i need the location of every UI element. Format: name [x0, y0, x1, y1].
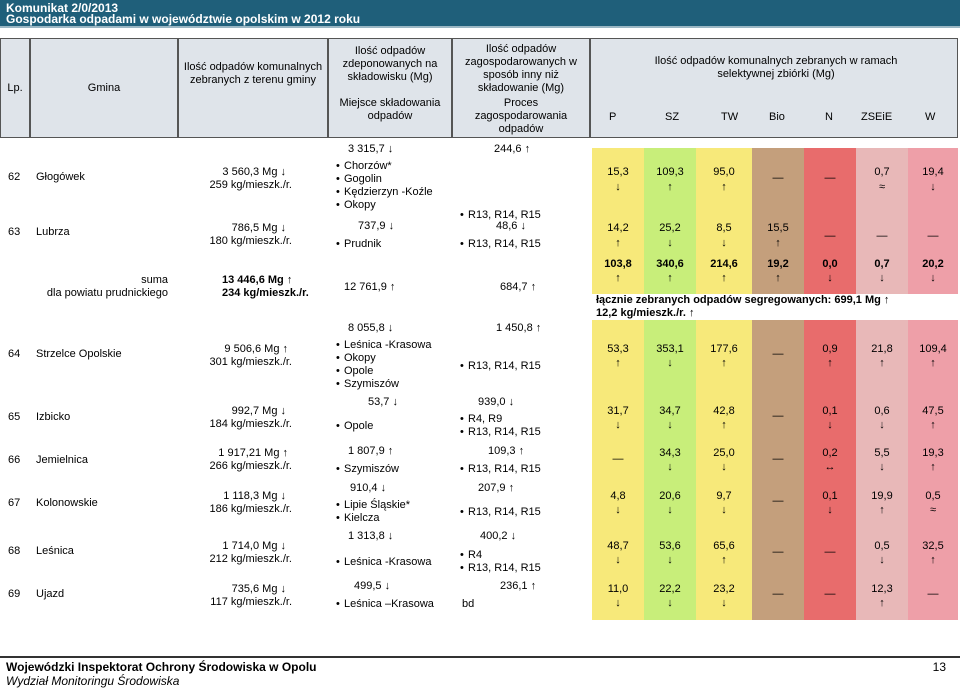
- trend-icon: ↓: [879, 419, 885, 431]
- cell-tw: 9,7: [716, 490, 732, 502]
- header-inny-label: Ilość odpadów zagospodarowanych w sposób inny niż składowanie (Mg): [465, 43, 577, 94]
- suma-deponowane: 12 761,9 ↑: [344, 281, 396, 293]
- row-gmina: Izbicko: [36, 411, 71, 423]
- fraction-p-label: P: [609, 111, 617, 123]
- cell-n: 0,0: [822, 258, 838, 270]
- row-ilosc-kg: 117 kg/mieszk./r.: [210, 596, 292, 608]
- row-miejsca-list: [336, 499, 410, 525]
- header-zdeponowane-label: Ilość odpadów zdeponowanych na składowisku (Mg): [342, 45, 438, 83]
- row-inny: 207,9 ↑: [478, 482, 515, 494]
- list-item: • Okopy: [336, 199, 433, 212]
- suma-ilosc-kg: 234 kg/mieszk./r.: [222, 287, 309, 299]
- cell-p: 48,7: [607, 540, 629, 552]
- trend-icon: ↓: [667, 461, 673, 473]
- trend-icon: ↓: [721, 597, 727, 609]
- row-ilosc-mg: 1 714,0 Mg ↓: [222, 540, 286, 552]
- trend-icon: ↓: [721, 237, 727, 249]
- cell-n: 0,2: [822, 447, 838, 459]
- trend-icon: ↑: [930, 357, 936, 369]
- cell-zseie: 12,3: [871, 583, 893, 595]
- list-item: • Kielcza: [336, 512, 410, 525]
- row-deponowane: 1 807,9 ↑: [348, 445, 394, 457]
- trend-icon: ↑: [827, 357, 833, 369]
- cell-sz: 353,1: [656, 343, 684, 355]
- row-deponowane: 1 313,8 ↓: [348, 530, 394, 542]
- list-item: • R4: [460, 549, 541, 562]
- title-band: [0, 0, 960, 26]
- row-ilosc-mg: 1 917,21 Mg ↑: [218, 447, 288, 459]
- cell-w: —: [927, 588, 939, 600]
- trend-icon: ↑: [930, 554, 936, 566]
- cell-bio: —: [772, 348, 784, 360]
- cell-n: —: [824, 546, 836, 558]
- cell-sz: 340,6: [656, 258, 684, 270]
- fraction-sz-label: SZ: [665, 111, 680, 123]
- trend-icon: ↑: [930, 419, 936, 431]
- fraction-bio-label: Bio: [769, 111, 785, 123]
- row-gmina: Strzelce Opolskie: [36, 348, 122, 360]
- list-item: • Chorzów*: [336, 160, 433, 173]
- list-item: • R13, R14, R15: [460, 238, 541, 251]
- trend-icon: ↓: [615, 554, 621, 566]
- row-ilosc-kg: 212 kg/mieszk./r.: [209, 553, 292, 565]
- cell-zseie: 0,5: [874, 540, 890, 552]
- cell-zseie: 0,6: [874, 405, 890, 417]
- row-deponowane: 499,5 ↓: [354, 580, 391, 592]
- cell-w: 109,4: [919, 343, 947, 355]
- trend-icon: ↓: [827, 419, 833, 431]
- cell-bio: —: [772, 588, 784, 600]
- trend-icon: ↑: [879, 597, 885, 609]
- row-miejsca-list: [336, 598, 434, 611]
- cell-w: 20,2: [922, 258, 944, 270]
- cell-tw: 8,5: [716, 222, 732, 234]
- page-number: 13: [932, 660, 946, 674]
- trend-icon: ↓: [827, 272, 833, 284]
- cell-zseie: —: [876, 230, 888, 242]
- trend-icon: ↑: [721, 272, 727, 284]
- row-ilosc-kg: 186 kg/mieszk./r.: [209, 503, 292, 515]
- header-inny: [452, 38, 590, 138]
- suma-ilosc-mg: 13 446,6 Mg ↑: [222, 274, 293, 286]
- cell-sz: 22,2: [659, 583, 681, 595]
- row-proces: bd: [462, 598, 475, 610]
- row-proces-list: [460, 238, 541, 251]
- trend-icon: ↓: [615, 597, 621, 609]
- cell-n: —: [824, 230, 836, 242]
- list-item: • Leśnica -Krasowa: [336, 556, 431, 569]
- row-proces-list: [460, 360, 541, 373]
- cell-p: —: [612, 453, 624, 465]
- cell-p: 31,7: [607, 405, 629, 417]
- header-ilosc-label: Ilość odpadów komunalnych zebranych z terenu gminy: [183, 61, 323, 86]
- row-lp: 68: [8, 545, 21, 557]
- journal-title: Komunikat 2/0/2013: [6, 1, 119, 15]
- trend-icon: ↓: [615, 181, 621, 193]
- cell-bio: —: [772, 546, 784, 558]
- cell-n: —: [824, 172, 836, 184]
- trend-icon: ≈: [878, 181, 886, 193]
- row-inny: 236,1 ↑: [500, 580, 537, 592]
- row-proces-list: [460, 549, 541, 575]
- list-item: • R13, R14, R15: [460, 506, 541, 519]
- trend-icon: ↓: [879, 272, 885, 284]
- cell-w: —: [927, 230, 939, 242]
- trend-icon: ↓: [879, 554, 885, 566]
- cell-sz: 53,6: [659, 540, 681, 552]
- footer-divider: [0, 656, 960, 658]
- cell-bio: —: [772, 172, 784, 184]
- row-lp: 65: [8, 411, 21, 423]
- cell-p: 11,0: [607, 583, 629, 595]
- list-item: • Leśnica -Krasowa: [336, 339, 431, 352]
- list-item: • Opole: [336, 420, 373, 433]
- title-divider: [0, 26, 960, 28]
- row-proces-list: [460, 463, 541, 476]
- trend-icon: ↑: [615, 272, 621, 284]
- row-deponowane: 737,9 ↓: [358, 220, 395, 232]
- row-deponowane: 3 315,7 ↓: [348, 143, 394, 155]
- cell-n: 0,1: [822, 405, 838, 417]
- row-ilosc-mg: 992,7 Mg ↓: [231, 405, 286, 417]
- list-item: • R13, R14, R15: [460, 463, 541, 476]
- cell-w: 47,5: [922, 405, 944, 417]
- header-zdeponowane: [328, 38, 452, 138]
- row-ilosc-mg: 1 118,3 Mg ↓: [223, 490, 286, 502]
- footer-dept: Wydział Monitoringu Środowiska: [6, 674, 180, 688]
- fraction-w-label: W: [925, 111, 936, 123]
- cell-p: 53,3: [607, 343, 629, 355]
- row-lp: 67: [8, 497, 21, 509]
- cell-w: 19,4: [922, 166, 944, 178]
- cell-w: 0,5: [925, 490, 941, 502]
- trend-icon: ↑: [615, 357, 621, 369]
- cell-sz: 34,3: [659, 447, 681, 459]
- cell-tw: 23,2: [713, 583, 735, 595]
- cell-bio: 15,5: [767, 222, 789, 234]
- row-miejsca-list: [336, 238, 381, 251]
- fraction-n-label: N: [825, 111, 833, 123]
- cell-n: 0,9: [822, 343, 838, 355]
- trend-icon: ↑: [667, 272, 673, 284]
- row-lp: 64: [8, 348, 21, 360]
- suma-total-mg: łącznie zebranych odpadów segregowanych: 699,1 Mg ↑: [596, 294, 890, 306]
- row-deponowane: 53,7 ↓: [368, 396, 398, 408]
- header-gmina: [30, 38, 178, 138]
- row-inny: 48,6 ↓: [496, 220, 526, 232]
- trend-icon: ≈: [929, 504, 937, 516]
- cell-tw: 25,0: [713, 447, 735, 459]
- row-inny: 1 450,8 ↑: [496, 322, 542, 334]
- row-miejsca-list: [336, 420, 373, 433]
- footer-org: Wojewódzki Inspektorat Ochrony Środowiska w Opolu: [6, 660, 317, 674]
- row-ilosc-mg: 3 560,3 Mg ↓: [222, 166, 286, 178]
- list-item: • Gogolin: [336, 173, 433, 186]
- cell-zseie: 19,9: [871, 490, 893, 502]
- fraction-tw-label: TW: [721, 111, 739, 123]
- row-gmina: Jemielnica: [36, 454, 88, 466]
- cell-zseie: 5,5: [874, 447, 890, 459]
- row-ilosc-kg: 259 kg/mieszk./r.: [209, 179, 292, 191]
- cell-n: —: [824, 588, 836, 600]
- row-lp: 69: [8, 588, 21, 600]
- trend-icon: ↓: [827, 504, 833, 516]
- row-miejsca-list: [336, 339, 431, 391]
- cell-sz: 109,3: [656, 166, 684, 178]
- row-gmina: Głogówek: [36, 171, 85, 183]
- list-item: • Lipie Śląskie*: [336, 499, 410, 512]
- trend-icon: ↓: [667, 237, 673, 249]
- cell-tw: 95,0: [713, 166, 735, 178]
- row-gmina: Lubrza: [36, 226, 70, 238]
- row-lp: 63: [8, 226, 21, 238]
- trend-icon: ↑: [775, 237, 781, 249]
- trend-icon: ↓: [930, 181, 936, 193]
- row-ilosc-kg: 301 kg/mieszk./r.: [209, 356, 292, 368]
- row-ilosc-kg: 184 kg/mieszk./r.: [209, 418, 292, 430]
- cell-bio: —: [772, 453, 784, 465]
- row-inny: 244,6 ↑: [494, 143, 531, 155]
- page-title: Gospodarka odpadami w województwie opolskim w 2012 roku: [6, 12, 361, 26]
- row-proces-list: [460, 413, 541, 439]
- row-proces-list: [460, 506, 541, 519]
- list-item: • R13, R14, R15: [460, 562, 541, 575]
- trend-icon: ↑: [879, 357, 885, 369]
- row-deponowane: 910,4 ↓: [350, 482, 387, 494]
- trend-icon: ↓: [615, 419, 621, 431]
- suma-total-kg: 12,2 kg/mieszk./r. ↑: [596, 307, 695, 319]
- cell-tw: 65,6: [713, 540, 735, 552]
- list-item: • Kędzierzyn -Koźle: [336, 186, 433, 199]
- cell-p: 15,3: [607, 166, 629, 178]
- list-item: • Opole: [336, 365, 431, 378]
- cell-tw: 177,6: [710, 343, 738, 355]
- row-inny: 400,2 ↓: [480, 530, 517, 542]
- row-miejsca-list: [336, 160, 433, 212]
- trend-icon: ↑: [775, 272, 781, 284]
- cell-bio: —: [772, 410, 784, 422]
- list-item: • R13, R14, R15: [460, 209, 541, 222]
- cell-zseie: 21,8: [871, 343, 893, 355]
- list-item: • Szymiszów: [336, 463, 399, 476]
- cell-sz: 34,7: [659, 405, 681, 417]
- header-selektywna: [590, 38, 958, 138]
- row-miejsca-list: [336, 556, 431, 569]
- list-item: • Prudnik: [336, 238, 381, 251]
- trend-icon: ↑: [667, 181, 673, 193]
- trend-icon: ↑: [615, 237, 621, 249]
- header-gmina-label: Gmina: [87, 82, 121, 94]
- trend-icon: ↓: [721, 461, 727, 473]
- cell-sz: 25,2: [659, 222, 681, 234]
- suma-label-district: dla powiatu prudnickiego: [46, 287, 168, 299]
- header-lp-label: Lp.: [7, 82, 23, 94]
- cell-bio: —: [772, 495, 784, 507]
- trend-icon: ↔: [824, 461, 836, 473]
- row-inny: 109,3 ↑: [488, 445, 525, 457]
- trend-icon: ↓: [721, 504, 727, 516]
- list-item: • R13, R14, R15: [460, 426, 541, 439]
- row-lp: 66: [8, 454, 21, 466]
- list-item: • Leśnica –Krasowa: [336, 598, 434, 611]
- cell-p: 103,8: [604, 258, 632, 270]
- row-gmina: Kolonowskie: [36, 497, 98, 509]
- row-ilosc-mg: 786,5 Mg ↓: [231, 222, 286, 234]
- trend-icon: ↑: [721, 554, 727, 566]
- list-item: • R4, R9: [460, 413, 541, 426]
- trend-icon: ↓: [879, 461, 885, 473]
- row-lp: 62: [8, 171, 21, 183]
- row-ilosc-mg: 9 506,6 Mg ↑: [224, 343, 288, 355]
- trend-icon: ↓: [667, 504, 673, 516]
- row-ilosc-kg: 266 kg/mieszk./r.: [209, 460, 292, 472]
- row-ilosc-kg: 180 kg/mieszk./r.: [209, 235, 292, 247]
- cell-w: 19,3: [922, 447, 944, 459]
- trend-icon: ↓: [615, 504, 621, 516]
- trend-icon: ↑: [930, 461, 936, 473]
- trend-icon: ↓: [667, 554, 673, 566]
- fraction-zseie-label: ZSEiE: [861, 111, 893, 123]
- list-item: • Okopy: [336, 352, 431, 365]
- row-ilosc-mg: 735,6 Mg ↓: [231, 583, 286, 595]
- header-proces-label: Proces zagospodarowania odpadów: [474, 97, 568, 135]
- row-gmina: Ujazd: [36, 588, 65, 600]
- trend-icon: ↓: [667, 357, 673, 369]
- row-inny: 939,0 ↓: [478, 396, 515, 408]
- cell-p: 14,2: [607, 222, 629, 234]
- trend-icon: ↑: [721, 181, 727, 193]
- header-ilosc: [178, 38, 328, 138]
- cell-p: 4,8: [610, 490, 626, 502]
- trend-icon: ↑: [879, 504, 885, 516]
- list-item: • Szymiszów: [336, 378, 431, 391]
- cell-tw: 42,8: [713, 405, 735, 417]
- row-deponowane: 8 055,8 ↓: [348, 322, 394, 334]
- cell-tw: 214,6: [710, 258, 738, 270]
- suma-label: suma: [141, 274, 168, 286]
- list-item: • R13, R14, R15: [460, 360, 541, 373]
- header-miejsce-label: Miejsce składowania odpadów: [339, 97, 441, 122]
- cell-zseie: 0,7: [874, 258, 890, 270]
- trend-icon: ↓: [667, 597, 673, 609]
- header-selektywna-label: Ilość odpadów komunalnych zebranych w ramach selektywnej zbiórki (Mg): [654, 55, 898, 80]
- trend-icon: ↑: [721, 419, 727, 431]
- row-miejsca-list: [336, 463, 399, 476]
- cell-sz: 20,6: [659, 490, 681, 502]
- cell-n: 0,1: [822, 490, 838, 502]
- row-gmina: Leśnica: [36, 545, 74, 557]
- cell-zseie: 0,7: [874, 166, 890, 178]
- header-lp: [0, 38, 30, 138]
- suma-inny: 684,7 ↑: [500, 281, 537, 293]
- trend-icon: ↓: [930, 272, 936, 284]
- cell-bio: 19,2: [767, 258, 789, 270]
- cell-w: 32,5: [922, 540, 944, 552]
- trend-icon: ↓: [667, 419, 673, 431]
- trend-icon: ↑: [721, 357, 727, 369]
